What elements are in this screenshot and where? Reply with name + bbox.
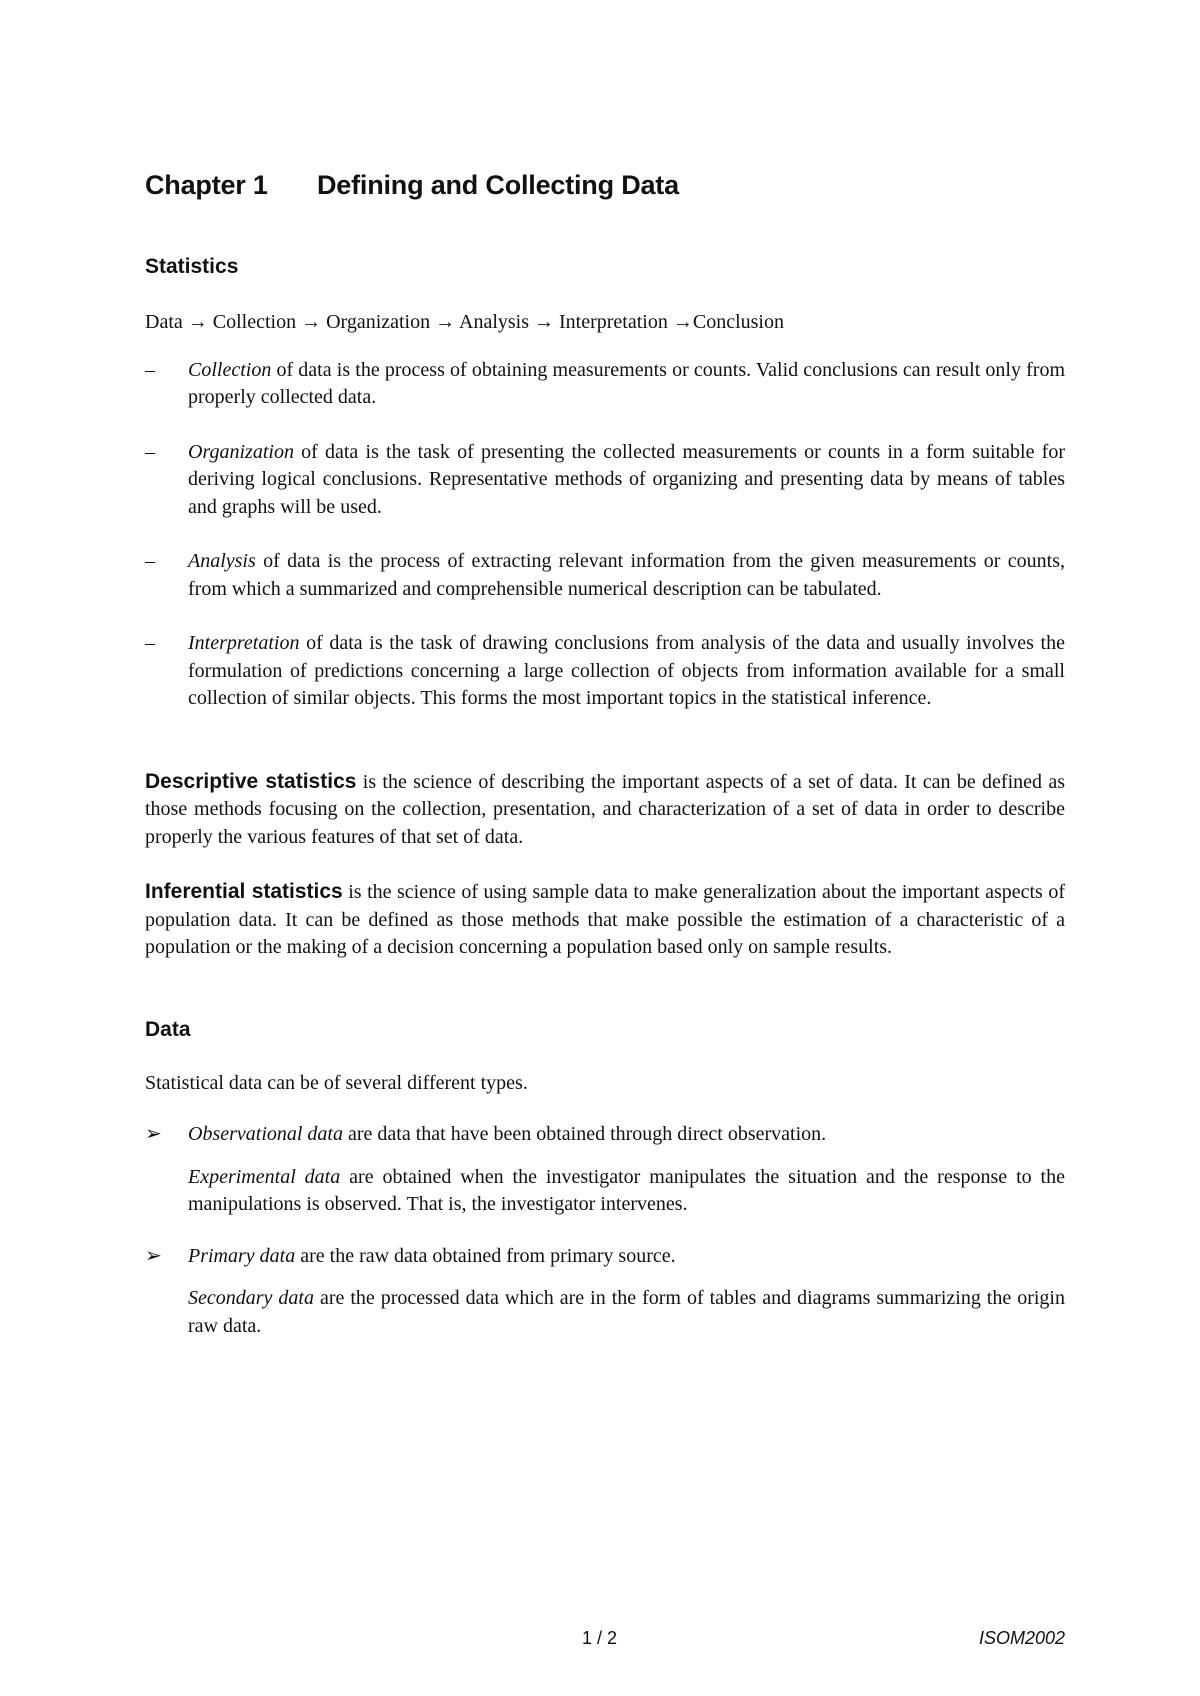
chapter-title: [145, 170, 1065, 201]
list-item-analysis: [145, 548, 1065, 603]
def-analysis: of data is the process of extracting relevant information from the given measurements or counts, from which a summarized and comprehensible numerical description can be tabulated.: [188, 550, 1065, 600]
primary-definition: [188, 1243, 1065, 1271]
inferential-statistics-paragraph: [145, 878, 1065, 962]
statistics-process-list: [145, 357, 1065, 713]
page-content: [145, 170, 1065, 1340]
def-primary-data: are the raw data obtained from primary source.: [295, 1244, 676, 1267]
page-footer: [145, 1628, 1065, 1658]
dash-marker: –: [145, 358, 155, 381]
observational-definition: [188, 1121, 1065, 1149]
data-intro: Statistical data can be of several different types.: [145, 1071, 528, 1094]
statistics-heading: Statistics: [145, 255, 239, 278]
term-organization: Organization: [188, 440, 294, 463]
list-item-collection: [145, 357, 1065, 412]
arrowhead-bullet-icon: ➢: [145, 1123, 162, 1145]
data-types-list: [145, 1121, 1065, 1340]
term-analysis: Analysis: [188, 550, 256, 572]
def-inferential-statistics: is the science of using sample data to make generalization about the important aspects of population data. It can be defined as those methods that make possible the estimation of a characteristic of a population or the making of a decision concerning a population based only on sample results.: [145, 881, 1065, 958]
chapter-number: Chapter 1: [145, 170, 268, 200]
statistics-flow: Data → Collection → Organization → Analysis → Interpretation →Conclusion: [145, 311, 784, 333]
data-heading: Data: [145, 1017, 191, 1041]
list-item-observational: [145, 1121, 1065, 1219]
dash-marker: –: [145, 632, 155, 654]
list-item-organization: [145, 439, 1065, 522]
term-inferential-statistics: Inferential statistics: [145, 880, 343, 903]
term-observational-data: Observational data: [188, 1123, 343, 1145]
def-interpretation: of data is the task of drawing conclusions from analysis of the data and usually involves the formulation of predictions concerning a large collection of objects from information available for a small collection of similar objects. This forms the most important topics in the statistical inference.: [188, 632, 1065, 709]
term-primary-data: Primary data: [188, 1244, 296, 1267]
def-collection: of data is the process of obtaining measurements or counts. Valid conclusions can result only from properly collected data.: [188, 358, 1065, 408]
term-experimental-data: Experimental data: [188, 1165, 341, 1188]
dash-marker: –: [145, 550, 155, 572]
secondary-definition: [188, 1285, 1065, 1340]
dash-marker: –: [145, 440, 155, 463]
experimental-definition: [188, 1164, 1065, 1219]
term-interpretation: Interpretation: [188, 632, 300, 654]
def-observational-data: are data that have been obtained through direct observation.: [343, 1123, 827, 1145]
term-collection: Collection: [188, 358, 272, 381]
page-number: 1 / 2: [582, 1628, 618, 1648]
course-code: ISOM2002: [978, 1628, 1065, 1648]
term-descriptive-statistics: Descriptive statistics: [145, 769, 357, 793]
list-item-interpretation: [145, 630, 1065, 713]
term-secondary-data: Secondary data: [188, 1287, 314, 1309]
arrowhead-bullet-icon: ➢: [145, 1244, 162, 1267]
def-secondary-data: are the processed data which are in the form of tables and diagrams summarizing the origin raw data.: [188, 1287, 1065, 1337]
descriptive-statistics-paragraph: [145, 768, 1065, 852]
def-organization: of data is the task of presenting the collected measurements or counts in a form suitable for deriving logical conclusions. Representative methods of organizing and presenting data by means of tables and graphs will be used.: [188, 440, 1065, 518]
list-item-primary: [145, 1243, 1065, 1341]
chapter-name: Defining and Collecting Data: [317, 170, 679, 200]
def-experimental-data: are obtained when the investigator manipulates the situation and the response to the manipulations is observed. That is, the investigator intervenes.: [188, 1165, 1065, 1215]
def-descriptive-statistics: is the science of describing the important aspects of a set of data. It can be defined as those methods focusing on the collection, presentation, and characterization of a set of data in order to describe properly the various features of that set of data.: [145, 770, 1066, 848]
